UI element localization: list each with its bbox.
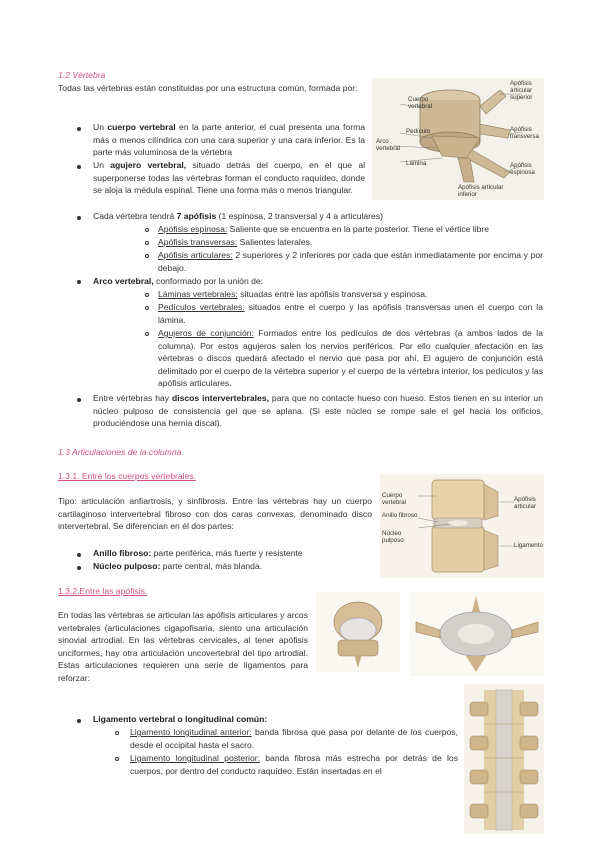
section-title-vertebra: 1.2 Vértebra [58,70,106,80]
bullet-dot [77,280,81,284]
bullet-nucleo-pulposo: Núcleo pulposo: parte central, más blanda. [93,561,263,571]
bullet-dot [77,165,81,169]
label-cuerpo-vertebral: Cuerpo vertebral [382,492,407,506]
sub-bullet [145,241,149,245]
label-arco-vertebral: Arco vertebral [376,138,401,152]
bullet-dot [77,216,81,220]
bullet-arco-vertebral: Arco vertebral, conformado por la unión de: [93,276,264,286]
sub-laminas: Láminas vertebrales: situadas entre las apófisis transversa y espinosa. [158,289,428,299]
label-ligamento: Ligamento [514,542,543,549]
section-title-articulaciones: 1.3 Articulaciones de la columna [58,447,182,457]
sub-bullet [145,254,149,258]
label-apofisis-transversa: Apófisis transversa [510,126,539,140]
paragraph-cuerpos: Tipo: articulación anfiartrosis, y sinfibrosis. Entre las vértebras hay un cuerpo cartilaginoso intervertebral fibroso con dos caras convexas, denominado disco intervertebral. Se diferencian en él dos partes: [58,496,372,531]
paragraph-apofisis: En todas las vértebras se articulan las apófisis articulares y arcos vertebrales (articulaciones cigapofisaria, siento una articulación sinovial artrodial. En las vértebras cervicales, al tener apófisis unciformes, hay otra articulación uncovertebral del tipo artrodial. Estas articulaciones requieren una serie de ligamentos para reforzar: [58,610,308,683]
sub-bullet [145,306,149,310]
subsection-title-apofisis: 1.3.2.Entre las apófisis. [58,586,148,596]
intervertebral-disc-figure [380,474,544,578]
bullet-dot [77,566,81,570]
label-apofisis-espinosa: Apófisis espinosa [510,162,535,176]
sub-agujeros-conjuncion: Agujeros de conjunción: Formados entre los pedículos de dos vértebras (a ambos lados de la columna). Por estos agujeros salen los nervios periféricos. Por ello cualquier afectación en las vértebras o discos quedará afectado el nervio que pasa por ahí. El agujero de conjunción está delimitado por el cuerpo de la vértebra superior y el cuerpo de la vértebra interior, los pedículos y las apófisis articulares. [158,328,543,388]
label-apofisis-articular-superior: Apófisis articular superior [510,80,533,101]
label-nucleo-pulposo: Núcleo pulposo [382,530,404,544]
sub-apofisis-articulares: Apófisis articulares: 2 superiores y 2 inferiores por cada que están inmediatamente por encima y por debajo. [158,250,543,273]
bullet-anillo-fibroso: Anillo fibroso: parte periférica, más fuerte y resistente [93,548,303,558]
vertebra-anatomy-figure [372,78,544,200]
sub-bullet [145,332,149,336]
bullet-dot [77,127,81,131]
sub-bullet [115,757,119,761]
disc-section-illustration [380,474,544,578]
bullet-apofisis: Cada vértebra tendrá 7 apófisis (1 espinosa, 2 transversal y 4 a articulares) [93,211,383,221]
label-apofisis-articular: Apófisis articular [514,496,537,510]
sub-apofisis-transversas: Apófisis transversas: Salientes laterales. [158,237,313,247]
sub-bullet [115,731,119,735]
sub-pediculos: Pedículos vertebrales: situados entre el cuerpo y las apófisis transversas unen el cuerpo con la lámina. [158,302,543,325]
bullet-ligamento-comun: Ligamento vertebral o longitudinal común: [93,714,268,724]
bullet-dot [77,398,81,402]
vertebra-top-illustration [316,592,400,672]
label-cuerpo-vertebral: Cuerpo vertebral [408,96,433,110]
sub-ligamento-anterior: Ligamento longitudinal anterior: banda fibrosa que pasa por delante de los cuerpos, desde el occipital hasta el sacro. [130,727,458,750]
label-apofisis-articular-inferior: Apófisis articular inferior [458,184,504,198]
bullet-agujero-vertebral: Un agujero vertebral, situado detrás del cuerpo, en el que al superponerse todas las vértebras forman el conducto raquídeo, donde se aloja la médula espinal. Tiene una forma más o menos triangular. [93,160,366,195]
bullet-dot [77,553,81,557]
sub-bullet [145,293,149,297]
vertebra-top-view-figure [316,592,400,672]
sub-bullet [145,228,149,232]
label-anillo-fibroso: Anillo fibroso [382,512,418,519]
bullet-discos: Entre vértebras hay discos intervertebrales, para que no contacte hueso con hueso. Estos tienen en su interior un núcleo pulposo de consistencia gel que se aplana. (Si este núcleo se rompe sale el gel hacia los orificios, produciéndose una hernia discal). [93,393,543,428]
subsection-title-cuerpos: 1.3.1. Entre los cuerpos vertebrales. [58,471,197,481]
spine-ligaments-illustration [464,684,544,834]
sub-apofisis-espinosa: Apófisis espinosa: Saliente que se encuentra en la parte posterior. Tiene el vértice libre [158,224,490,234]
disc-superior-illustration [410,592,544,676]
sub-ligamento-posterior: Ligamento longitudinal posterior: banda fibrosa más estrecha por detrás de los cuerpos, por dentro del conducto raquídeo. Están insertadas en el [130,753,458,776]
intro-paragraph: Todas las vértebras están constituidas por una estructura común, formada por: [58,83,358,93]
bullet-dot [77,719,81,723]
vertebra-disc-superior-figure [410,592,544,676]
label-pediculo: Pedículo [406,128,431,135]
bullet-cuerpo-vertebral: Un cuerpo vertebral en la parte anterior, el cual presenta una forma más o menos cilíndrica con una cara superior y una cara inferior. Es la parte más voluminosa de la vértebra [93,122,366,157]
label-lamina: Lámina [406,160,427,167]
spine-ligaments-figure [464,684,544,834]
